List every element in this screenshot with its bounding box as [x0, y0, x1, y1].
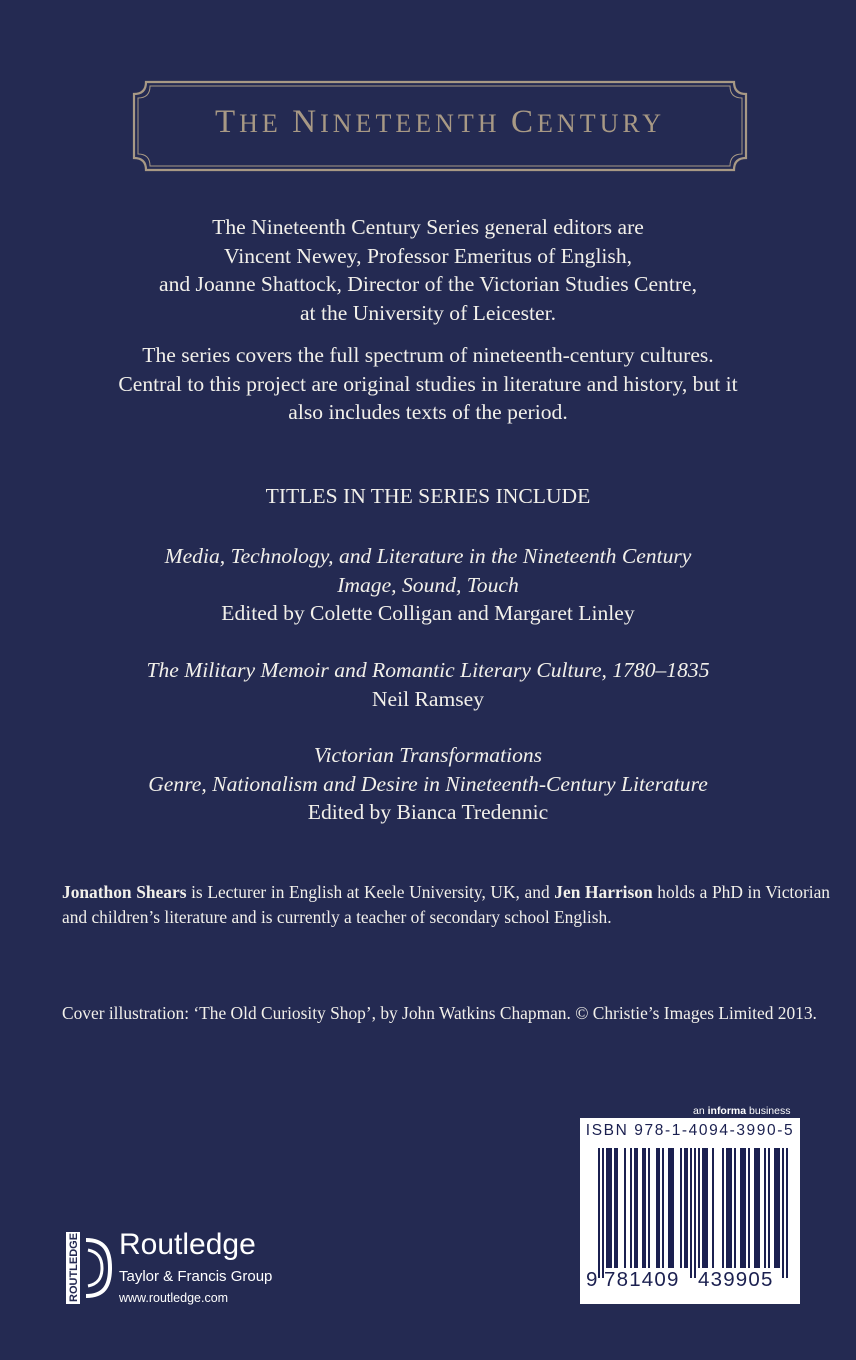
- svg-text:ROUTLEDGE: ROUTLEDGE: [68, 1232, 80, 1302]
- author-bio: Jonathon Shears is Lecturer in English at Keele University, UK, and Jen Harrison holds a PhD in Victorian and children’s literature and is currently a teacher of secondary school English.: [62, 882, 830, 927]
- publisher-group: Taylor & Francis Group: [119, 1268, 273, 1285]
- titles-heading: TITLES IN THE SERIES INCLUDE: [265, 484, 591, 508]
- editors-paragraph: [0, 213, 856, 327]
- barcode-bar: [786, 1148, 788, 1278]
- barcode-bar: [656, 1148, 658, 1268]
- series-title-frame: [132, 80, 748, 172]
- description-line: The series covers the full spectrum of nineteenth-century cultures.: [142, 343, 714, 367]
- barcode-bar: [712, 1148, 714, 1268]
- isbn-barcode: [580, 1118, 800, 1304]
- routledge-mark-icon: [64, 1228, 116, 1308]
- barcode-bar: [728, 1148, 730, 1268]
- barcode-bar: [668, 1148, 670, 1268]
- barcode-first-digit: 9: [586, 1268, 599, 1291]
- barcode-bar: [624, 1148, 626, 1268]
- barcode-bar: [670, 1148, 672, 1268]
- barcode-bar: [726, 1148, 728, 1268]
- barcode-bar: [610, 1148, 612, 1268]
- description-line: also includes texts of the period.: [288, 400, 568, 424]
- barcode-bar: [614, 1148, 616, 1268]
- barcode-bar: [754, 1148, 756, 1268]
- barcode-bar: [704, 1148, 706, 1268]
- barcode-bar: [706, 1148, 708, 1268]
- barcode-bar: [768, 1148, 770, 1268]
- editors-line: The Nineteenth Century Series general editors are: [212, 215, 644, 239]
- barcode-bar: [744, 1148, 746, 1268]
- barcode-bar: [782, 1148, 784, 1278]
- editors-line: Vincent Newey, Professor Emeritus of English,: [223, 243, 633, 268]
- barcode-bar: [662, 1148, 664, 1268]
- editors-line: and Joanne Shattock, Director of the Victorian Studies Centre,: [158, 272, 697, 296]
- book-title: The Military Memoir and Romantic Literary Culture, 1780–1835: [146, 658, 710, 682]
- series-description: [0, 341, 856, 427]
- barcode-right-digits: 439905: [698, 1268, 774, 1291]
- barcode-bar: [742, 1148, 744, 1268]
- barcode-bar: [702, 1148, 704, 1268]
- book-author: Edited by Colette Colligan and Margaret Linley: [221, 601, 635, 625]
- cover-credit: Cover illustration: ‘The Old Curiosity Shop’, by John Watkins Chapman. © Christie’s Images Limited 2013.: [62, 1003, 817, 1023]
- series-title-entry: [0, 542, 856, 628]
- isbn-text: ISBN 978-1-4094-3990-5: [585, 1122, 795, 1139]
- barcode-bar: [680, 1148, 682, 1268]
- barcode-left-digits: 781409: [604, 1268, 680, 1291]
- book-subtitle: Genre, Nationalism and Desire in Nineteenth-Century Literature: [148, 771, 708, 796]
- barcode-bar: [684, 1148, 686, 1268]
- barcode-bar: [758, 1148, 760, 1268]
- barcode-bar: [748, 1148, 750, 1268]
- barcode-bar: [686, 1148, 688, 1268]
- barcode-bar: [634, 1148, 636, 1268]
- barcode-bar: [740, 1148, 742, 1268]
- barcode-bar: [778, 1148, 780, 1268]
- book-subtitle: Image, Sound, Touch: [337, 572, 519, 597]
- barcode-bar: [598, 1148, 600, 1278]
- barcode-bar: [734, 1148, 736, 1268]
- editors-line: at the University of Leicester.: [299, 300, 557, 325]
- publisher-url: www.routledge.com: [119, 1291, 229, 1305]
- barcode-bar: [764, 1148, 766, 1268]
- barcode-bar: [730, 1148, 732, 1268]
- book-author: Edited by Bianca Tredennic: [307, 800, 549, 824]
- series-title-entry: [0, 656, 856, 713]
- barcode-bar: [690, 1148, 692, 1278]
- author-name: Jonathon Shears: [62, 882, 187, 902]
- routledge-logo: [64, 1228, 314, 1318]
- barcode-bar: [648, 1148, 650, 1268]
- book-author: Neil Ramsey: [371, 686, 485, 711]
- author-name: Jen Harrison: [554, 882, 653, 902]
- barcode-bar: [636, 1148, 638, 1268]
- barcode-bar: [722, 1148, 724, 1268]
- barcode-bar: [606, 1148, 608, 1268]
- barcode-bar: [658, 1148, 660, 1268]
- barcode-bar: [756, 1148, 758, 1268]
- barcode-bar: [630, 1148, 632, 1268]
- barcode-bar: [776, 1148, 778, 1268]
- barcode-bar: [602, 1148, 604, 1278]
- barcode-bar: [774, 1148, 776, 1268]
- barcode-bar: [616, 1148, 618, 1268]
- book-title: Media, Technology, and Literature in the Nineteenth Century: [164, 544, 692, 568]
- publisher-name: Routledge: [119, 1228, 256, 1261]
- barcode-bar: [698, 1148, 700, 1268]
- barcode-bar: [644, 1148, 646, 1268]
- barcode-bar: [642, 1148, 644, 1268]
- barcode-bar: [694, 1148, 696, 1278]
- book-title: Victorian Transformations: [313, 743, 543, 767]
- barcode-bar: [608, 1148, 610, 1268]
- informa-tagline: an informa business: [693, 1105, 791, 1117]
- barcode-bar: [672, 1148, 674, 1268]
- series-title-entry: [0, 741, 856, 827]
- description-line: Central to this project are original studies in literature and history, but it: [118, 371, 738, 396]
- series-title: THE NINETEENTH CENTURY: [214, 104, 666, 140]
